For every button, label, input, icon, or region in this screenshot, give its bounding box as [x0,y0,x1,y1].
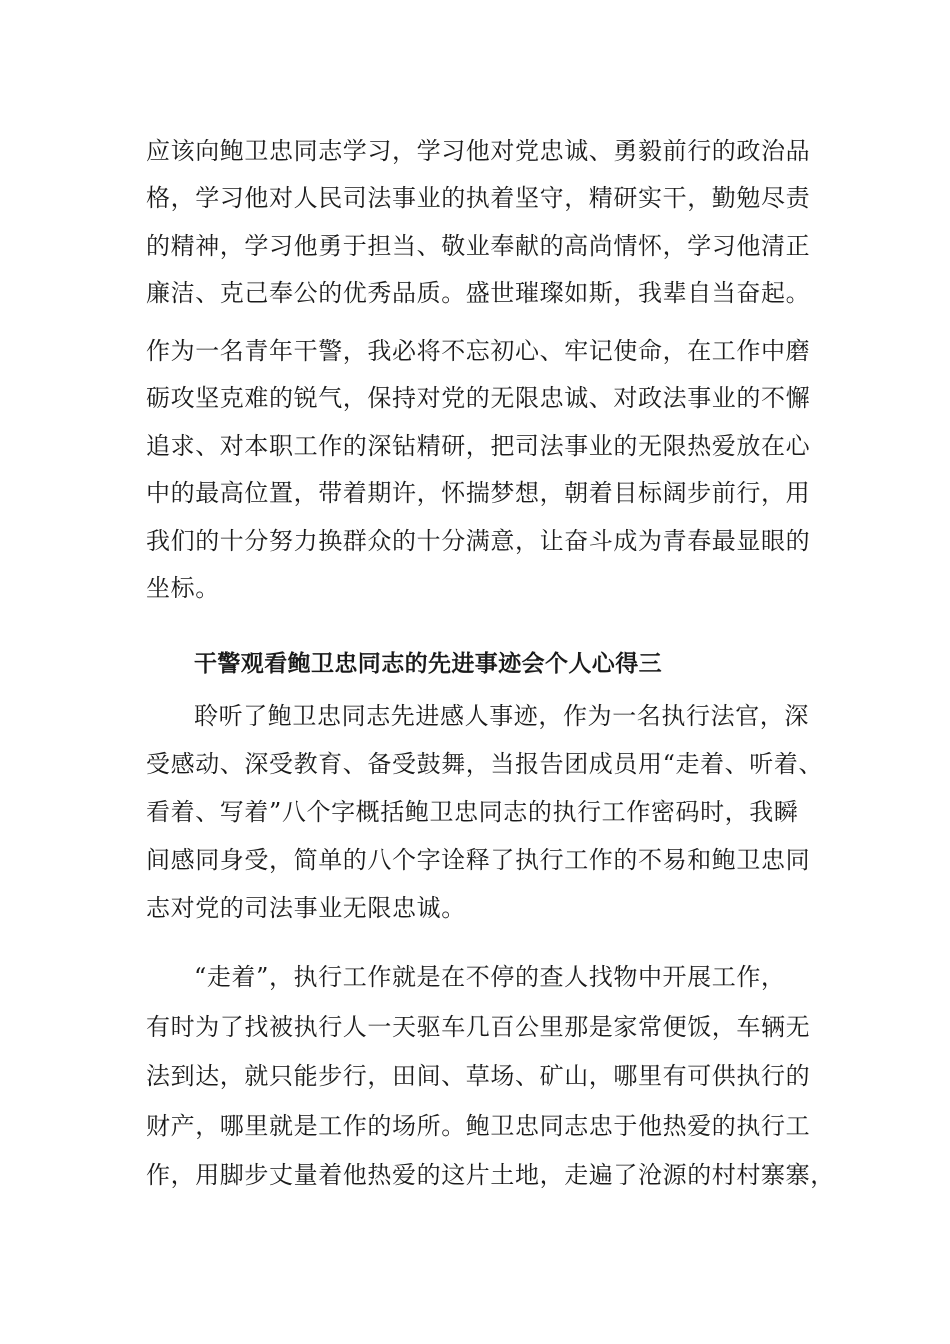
paragraph-line: 的精神，学习他勇于担当、敬业奉献的高尚情怀，学习他清正 [146,232,811,260]
paragraph-line: 追求、对本职工作的深钻精研，把司法事业的无限热爱放在心 [146,432,811,460]
paragraph-line: 受感动、深受教育、备受鼓舞，当报告团成员用“走着、听着、 [146,750,824,778]
paragraph-line: 砺攻坚克难的锐气，保持对党的无限忠诚、对政法事业的不懈 [146,384,811,412]
paragraph-line: 间感同身受，简单的八个字诠释了执行工作的不易和鲍卫忠同 [146,846,811,874]
paragraph-line: 看着、写着”八个字概括鲍卫忠同志的执行工作密码时，我瞬 [146,798,799,826]
paragraph-line: 有时为了找被执行人一天驱车几百公里那是家常便饭，车辆无 [146,1013,811,1041]
paragraph-line: 应该向鲍卫忠同志学习，学习他对党忠诚、勇毅前行的政治品 [146,137,811,165]
paragraph-line: 志对党的司法事业无限忠诚。 [146,894,466,922]
paragraph-line: 我们的十分努力换群众的十分满意，让奋斗成为青春最显眼的 [146,527,811,555]
section-heading: 干警观看鲍卫忠同志的先进事迹会个人心得三 [194,650,662,677]
paragraph-line: 作，用脚步丈量着他热爱的这片土地，走遍了沧源的村村寨寨， [146,1161,835,1189]
paragraph-line: 坐标。 [146,574,220,602]
paragraph-line: “走着”，执行工作就是在不停的查人找物中开展工作， [194,963,786,991]
paragraph-line: 财产，哪里就是工作的场所。鲍卫忠同志忠于他热爱的执行工 [146,1112,811,1140]
paragraph-line: 格，学习他对人民司法事业的执着坚守，精研实干，勤勉尽责 [146,184,811,212]
paragraph-line: 作为一名青年干警，我必将不忘初心、牢记使命，在工作中磨 [146,337,811,365]
paragraph-line: 聆听了鲍卫忠同志先进感人事迹，作为一名执行法官，深 [194,702,809,730]
paragraph-line: 中的最高位置，带着期许，怀揣梦想，朝着目标阔步前行，用 [146,479,811,507]
paragraph-line: 法到达，就只能步行，田间、草场、矿山，哪里有可供执行的 [146,1062,811,1090]
paragraph-line: 廉洁、克己奉公的优秀品质。盛世璀璨如斯，我辈自当奋起。 [146,279,811,307]
